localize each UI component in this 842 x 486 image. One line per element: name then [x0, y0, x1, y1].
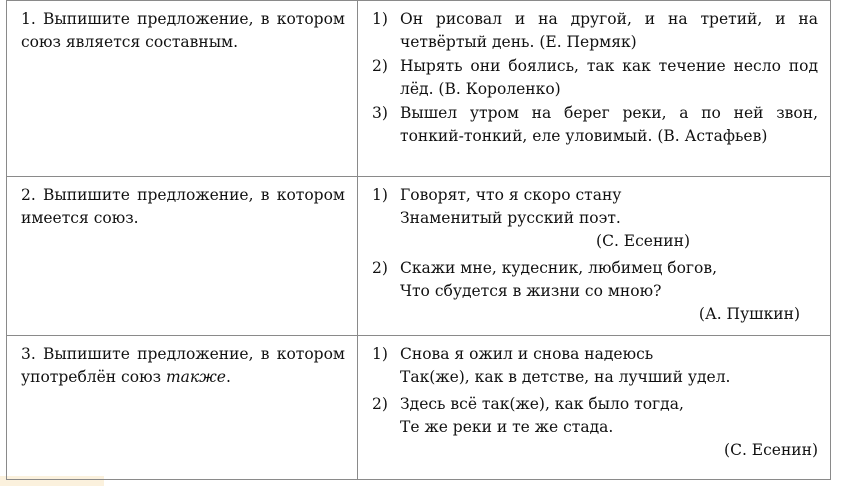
option-text — [400, 343, 818, 389]
task-row-3 — [7, 336, 831, 480]
verse-line: Здесь всё так(же), как было тогда, — [400, 395, 684, 413]
verse-line: Говорят, что я скоро стану — [400, 186, 622, 204]
option-text: Нырять они боялись, так как течение несло под лёд. (В. Короленко) — [400, 57, 818, 98]
option-item — [372, 343, 818, 389]
verse-line: Так(же), как в детстве, на лучший удел. — [400, 368, 731, 386]
author-attribution: (А. Пушкин) — [698, 305, 800, 323]
option-text: Он рисовал и на другой, и на третий, и на четвёртый день. (Е. Пермяк) — [400, 10, 818, 51]
task-options-cell — [358, 177, 831, 336]
task-prompt: 3. Выпишите предложение, в котором употреблён союз также. — [21, 345, 345, 386]
option-text: Вышел утром на берег реки, а по ней звон, тонкий-тонкий, еле уловимый. (В. Астафьев) — [400, 104, 818, 145]
option-item — [372, 8, 818, 54]
option-item — [372, 55, 818, 101]
task-options-cell — [358, 336, 831, 480]
option-item — [372, 102, 818, 148]
option-item — [372, 393, 818, 462]
option-number: 1) — [372, 186, 388, 204]
task-options-cell — [358, 1, 831, 177]
task-row-1 — [7, 1, 831, 177]
task-prompt-cell — [7, 177, 358, 336]
task-keyword: также — [165, 368, 226, 386]
author-attribution: (С. Есенин) — [596, 232, 690, 250]
option-number: 2) — [372, 259, 388, 277]
option-item — [372, 184, 818, 253]
option-number: 1) — [372, 10, 388, 28]
verse-line: Что сбудется в жизни со мною? — [400, 282, 662, 300]
verse-line: Те же реки и те же стада. — [400, 418, 614, 436]
option-text — [400, 184, 818, 253]
option-item — [372, 257, 818, 326]
option-number: 2) — [372, 395, 388, 413]
verse-line: Знаменитый русский поэт. — [400, 209, 621, 227]
tasks-table — [6, 0, 831, 480]
option-number: 3) — [372, 104, 388, 122]
task-prompt: 2. Выпишите предложение, в котором имеется союз. — [21, 186, 345, 227]
option-number: 2) — [372, 57, 388, 75]
author-attribution: (С. Есенин) — [724, 441, 818, 459]
task-row-2 — [7, 177, 831, 336]
option-text — [400, 393, 818, 462]
task-prompt-cell — [7, 336, 358, 480]
option-text — [400, 257, 818, 326]
task-prompt: 1. Выпишите предложение, в котором союз является составным. — [21, 10, 345, 51]
verse-line: Скажи мне, кудесник, любимец богов, — [400, 259, 718, 277]
task-prompt-cell — [7, 1, 358, 177]
verse-line: Снова я ожил и снова надеюсь — [400, 345, 654, 363]
option-number: 1) — [372, 345, 388, 363]
